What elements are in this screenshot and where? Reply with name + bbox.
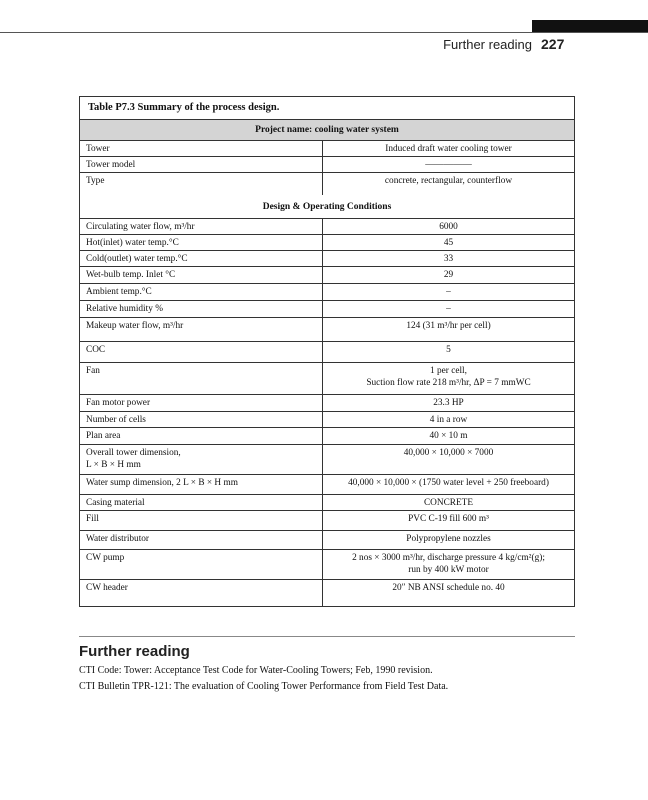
row-value (323, 363, 574, 394)
value-text: 2 nos × 3000 m³/hr, discharge pressure 4 kg/cm²(g); (352, 553, 545, 563)
table-row (80, 363, 574, 395)
table-row (80, 301, 574, 318)
value-text: – (446, 287, 451, 297)
label-text: Relative humidity % (86, 304, 163, 314)
row-value (323, 267, 574, 283)
table-row (80, 511, 574, 531)
section-rule (79, 636, 575, 637)
table-row (80, 412, 574, 428)
label-text: Circulating water flow, m³/hr (86, 222, 195, 232)
row-label (80, 235, 323, 250)
value-text: run by 400 kW motor (408, 565, 489, 575)
table-row (80, 318, 574, 342)
label-text: Hot(inlet) water temp.°C (86, 238, 179, 248)
value-text: 5 (446, 345, 451, 355)
row-value (323, 580, 574, 606)
row-label (80, 511, 323, 530)
value-text: 4 in a row (429, 415, 468, 425)
table-row (80, 173, 574, 195)
table-row (80, 284, 574, 301)
label-text: Tower model (86, 160, 136, 170)
row-value (323, 301, 574, 317)
section-heading: Design & Operating Conditions (80, 195, 574, 219)
row-label (80, 318, 323, 341)
table-row (80, 157, 574, 173)
table-row (80, 445, 574, 475)
row-value (323, 395, 574, 411)
reference-item: CTI Code: Tower: Acceptance Test Code for Water-Cooling Towers; Feb, 1990 revision. (79, 665, 433, 676)
table-row (80, 550, 574, 580)
table-caption: Table P7.3 Summary of the process design. (80, 97, 574, 120)
row-value (323, 342, 574, 362)
tower-rows (80, 141, 574, 195)
header-bar (532, 20, 648, 32)
table-row (80, 495, 574, 511)
label-text: CW pump (86, 553, 125, 563)
label-text: CW header (86, 583, 128, 593)
value-text: CONCRETE (423, 498, 474, 508)
project-name: Project name: cooling water system (80, 120, 574, 141)
label-text: Tower (86, 144, 110, 154)
row-label (80, 173, 323, 195)
label-text: Wet-bulb temp. Inlet °C (86, 270, 176, 280)
row-label (80, 445, 323, 474)
table-row (80, 475, 574, 495)
row-label (80, 495, 323, 510)
table-row (80, 267, 574, 284)
label-text: L × B × H mm (86, 460, 141, 470)
value-text: 45 (443, 238, 454, 248)
value-text: 23.3 HP (433, 398, 464, 408)
row-value (323, 428, 574, 444)
row-label (80, 475, 323, 494)
row-label (80, 395, 323, 411)
table-row (80, 531, 574, 550)
row-label (80, 412, 323, 427)
further-reading-heading: Further reading (79, 643, 190, 660)
row-value (323, 251, 574, 266)
row-label (80, 267, 323, 283)
label-text: Makeup water flow, m³/hr (86, 321, 184, 331)
row-label (80, 363, 323, 394)
label-text: Water distributor (86, 534, 150, 544)
row-label (80, 219, 323, 234)
row-value (323, 511, 574, 530)
label-text: Water sump dimension, 2 L × B × H mm (86, 478, 238, 488)
row-label (80, 301, 323, 317)
value-text: 40 × 10 m (429, 431, 468, 441)
value-text: 40,000 × 10,000 × 7000 (403, 448, 494, 458)
label-text: Fan (86, 366, 100, 376)
row-value (323, 475, 574, 494)
table-row (80, 219, 574, 235)
row-value (323, 531, 574, 549)
label-text: Plan area (86, 431, 121, 441)
table-row (80, 251, 574, 267)
row-label (80, 141, 323, 156)
row-value (323, 495, 574, 510)
value-text: 40,000 × 10,000 × (1750 water level + 250 freeboard) (348, 478, 549, 488)
label-text: Cold(outlet) water temp.°C (86, 254, 188, 264)
table-row (80, 141, 574, 157)
label-text: Overall tower dimension, (86, 448, 181, 458)
label-text: COC (86, 345, 106, 355)
value-text: 33 (443, 254, 454, 264)
value-text: – (446, 304, 451, 314)
label-text: Type (86, 176, 105, 186)
value-text: concrete, rectangular, counterflow (384, 176, 513, 186)
label-text: Casing material (86, 498, 145, 508)
value-text: Induced draft water cooling tower (385, 144, 512, 154)
row-value (323, 219, 574, 234)
row-value (323, 550, 574, 579)
row-label (80, 428, 323, 444)
row-value (323, 445, 574, 474)
value-text: PVC C-19 fill 600 m³ (408, 514, 489, 524)
table-row (80, 342, 574, 363)
condition-rows (80, 219, 574, 606)
table-row (80, 395, 574, 412)
value-text: Suction flow rate 218 m³/hr, ΔP = 7 mmWC (366, 378, 531, 388)
table-row (80, 428, 574, 445)
value-text: 29 (443, 270, 454, 280)
value-text: ————— (425, 160, 472, 170)
value-text: Polypropylene nozzles (406, 534, 491, 544)
value-text: 6000 (439, 222, 458, 232)
row-value (323, 157, 574, 172)
row-value (323, 141, 574, 156)
row-value (323, 318, 574, 341)
page-number: 227 (541, 36, 565, 52)
value-text: 20″ NB ANSI schedule no. 40 (392, 583, 505, 593)
row-label (80, 580, 323, 606)
value-text: 124 (31 m³/hr per cell) (406, 321, 491, 331)
label-text: Ambient temp.°C (86, 287, 152, 297)
row-value (323, 235, 574, 250)
value-text: 1 per cell, (430, 366, 467, 376)
table-row (80, 235, 574, 251)
row-value (323, 412, 574, 427)
label-text: Fan motor power (86, 398, 151, 408)
row-label (80, 251, 323, 266)
row-label (80, 550, 323, 579)
row-label (80, 284, 323, 300)
row-value (323, 284, 574, 300)
running-title: Further reading (443, 37, 532, 52)
table-row (80, 580, 574, 606)
label-text: Number of cells (86, 415, 146, 425)
row-label (80, 342, 323, 362)
row-label (80, 531, 323, 549)
reference-item: CTI Bulletin TPR-121: The evaluation of Cooling Tower Performance from Field Test Data. (79, 681, 449, 692)
process-design-table (79, 96, 575, 607)
header-rule (0, 32, 648, 33)
label-text: Fill (86, 514, 99, 524)
row-label (80, 157, 323, 172)
row-value (323, 173, 574, 195)
